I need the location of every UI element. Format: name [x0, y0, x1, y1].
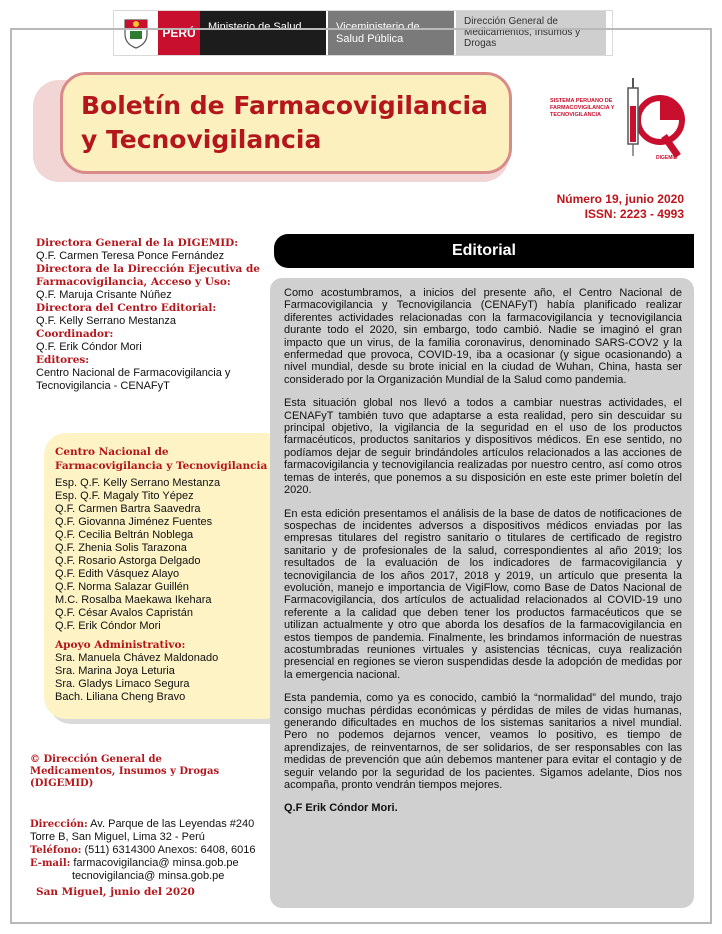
- credit-label: Coordinador:: [36, 328, 114, 340]
- staff-member: Q.F. Zhenia Solis Tarazona: [55, 542, 187, 554]
- staff-member: Q.F. Cecilia Beltrán Noblega: [55, 529, 194, 541]
- staff-member: Esp. Q.F. Kelly Serrano Mestanza: [55, 477, 221, 489]
- staff-member: Q.F. Giovanna Jiménez Fuentes: [55, 516, 213, 528]
- editorial-signature: Q.F Erik Cóndor Mori.: [284, 802, 398, 815]
- address-value: Av. Parque de las Leyendas #240 Torre B, San Miguel, Lima 32 - Perú: [30, 818, 255, 843]
- ministry-label: Ministerio de Salud: [200, 11, 326, 55]
- publication-date: San Miguel, junio del 2020: [36, 886, 195, 898]
- logo-text: SISTEMA PERUANO DE FARMACOVIGILANCIA Y TECNOVIGILANCIA: [550, 98, 615, 118]
- credit-label: Directora de la Dirección Ejecutiva de Farmacovigilancia, Acceso y Uso:: [36, 263, 260, 288]
- editorial-paragraph: Como acostumbramos, a inicios del presente año, el Centro Nacional de Farmacovigilancia y Tecnovigilancia (CENAFyT) había planificado realizar diferentes actividades relacionadas con la farmacovigilancia y tecnovigilancia durante todo el 2020, sin embargo, todo cambió. Nadie se imaginó el gran impacto que un virus, de la familia coronavirus, denominado SARS-COV2 y la enfermedad que provoca, COVID-19, iba a ocasionar (y sigue ocasionando) a nivel mundial, desde su brote inicial en la ciudad de Wuhan, China, hasta ser considerado por la Organización Mundial de la Salud como pandemia.: [284, 287, 682, 386]
- editorial-paragraph: En esta edición presentamos el análisis de la base de datos de notificaciones de sospechas de incidentes adversos a dispositivos médicos enviadas por las empresas titulares del registro sanitario o titulares de certificado de registro sanitario y de profesionales de la salud, correspondientes al año 2019; los resultados de la evaluación de los indicadores de farmacovigilancia y tecnovigilancia de los años 2017, 2018 y 2019, un artículo que presenta la evolución, manejo e importancia de VigiFlow, como Base de Datos Nacional de Farmacovigilancia, dos artículos de actualidad relacionados al COVID-19 uno referente a la calidad que deben tener los productos farmacéuticos que se utilizan actualmente y otro que aborda los desafíos de la farmacovigilancia en estos tiempos de pandemia. Finalmente, les brindamos información de nuestras acostumbradas reuniones virtuales y asistencias técnicas, cuya realización presencial en regiones se vieron suspendidas desde la adopción de medidas por la emergencia nacional.: [284, 507, 682, 681]
- editorial-paragraph: Esta pandemia, como ya es conocido, cambió la “normalidad” del mundo, trajo consigo muchas pérdidas económicas y pérdidas de miles de vidas humanas, generando dificultades en muchos de los sistemas sanitarios a nivel mundial. Pero no podemos dejarnos vencer, veamos lo positivo, es tiempo de aprendizajes, de reinventarnos, de ser solidarios, de ser responsables con las medidas de prevención que aún debemos mantener para evitar el contagio y de seguir velando por la seguridad de los pacientes. Sigamos adelante, Dios nos acompaña, pronto vendrán tiempos mejores.: [284, 692, 682, 792]
- staff-member: Q.F. Erik Cóndor Mori: [55, 620, 161, 632]
- credits: [36, 237, 268, 393]
- credit-value: Q.F. Erik Cóndor Mori: [36, 341, 142, 353]
- credit-value: Centro Nacional de Farmacovigilancia y Tecnovigilancia - CENAFyT: [36, 367, 231, 392]
- country-label: PERÚ: [158, 11, 200, 55]
- copyright: © Dirección General de Medicamentos, Insumos y Drogas (DIGEMID): [30, 754, 220, 789]
- staff-box: [44, 433, 286, 719]
- support-member: Bach. Liliana Cheng Bravo: [55, 691, 186, 703]
- staff-member: Q.F. Rosario Astorga Delgado: [55, 555, 201, 567]
- staff-member: M.C. Rosalba Maekawa Ikehara: [55, 594, 212, 606]
- title-line-2: y Tecnovigilancia: [81, 125, 322, 154]
- staff-member: Q.F. Norma Salazar Guillén: [55, 581, 189, 593]
- support-member: Sra. Manuela Chávez Maldonado: [55, 652, 219, 664]
- vice-ministry-label: Viceministerio de Salud Pública: [328, 11, 454, 55]
- staff-member: Esp. Q.F. Magaly Tito Yépez: [55, 490, 194, 502]
- contact-footer: [30, 754, 270, 898]
- staff-member: Q.F. Edith Vásquez Alayo: [55, 568, 180, 580]
- digemid-label: DIGEMID: [656, 155, 678, 161]
- issue-number: Número 19, junio 2020: [556, 192, 684, 206]
- staff-member: Q.F. Carmen Bartra Saavedra: [55, 503, 201, 515]
- credit-label: Editores:: [36, 354, 90, 366]
- staff-member: Q.F. César Avalos Capristán: [55, 607, 193, 619]
- editorial-heading: Editorial: [274, 234, 694, 268]
- directorate-label: Dirección General de Medicamentos, Insumos y Drogas: [456, 11, 606, 55]
- bulletin-title-box: [60, 72, 512, 174]
- support-member: Sra. Gladys Limaco Segura: [55, 678, 190, 690]
- credit-value: Q.F. Carmen Teresa Ponce Fernández: [36, 250, 225, 262]
- issn: ISSN: 2223 - 4993: [584, 207, 684, 221]
- editorial-paragraph: Esta situación global nos llevó a todos a cambiar nuestras actividades, el CENAFyT también tuvo que adaptarse a esta realidad, pero sin descuidar su principal objetivo, la vigilancia de la seguridad en el uso de los productos farmacéuticos, productos sanitarios y dispositivos médicos. En ese sentido, no podíamos dejar de seguir brindándoles artículos relacionados a las acciones de farmacovigilancia y tecnovigilancia realizadas por nuestro centro, así como otros temas de interés, que ponemos a su disposición en este este primer boletín del 2020.: [284, 397, 682, 497]
- credit-label: Directora General de la DIGEMID:: [36, 237, 239, 249]
- phone-value: (511) 6314300 Anexos: 6408, 6016: [84, 843, 256, 856]
- spfv-logo: [550, 76, 690, 166]
- editorial-body: [270, 278, 694, 908]
- staff-heading: Centro Nacional de Farmacovigilancia y Tecnovigilancia: [55, 446, 268, 472]
- title-line-1: Boletín de Farmacovigilancia: [81, 91, 488, 120]
- email-link[interactable]: tecnovigilancia@ minsa.gob.pe: [72, 869, 225, 882]
- credit-value: Q.F. Kelly Serrano Mestanza: [36, 315, 177, 327]
- email-label: E-mail:: [30, 857, 71, 869]
- syringe-cross-icon: [620, 76, 690, 158]
- address-label: Dirección:: [30, 819, 88, 830]
- phone-label: Teléfono:: [30, 844, 82, 856]
- issue-info: [557, 192, 684, 222]
- support-heading: Apoyo Administrativo:: [55, 639, 186, 651]
- credit-value: Q.F. Maruja Crisante Núñez: [36, 289, 172, 301]
- email-link[interactable]: farmacovigilancia@ minsa.gob.pe: [73, 856, 239, 869]
- credit-label: Directora del Centro Editorial:: [36, 302, 217, 314]
- support-member: Sra. Marina Joya Leturia: [55, 665, 175, 677]
